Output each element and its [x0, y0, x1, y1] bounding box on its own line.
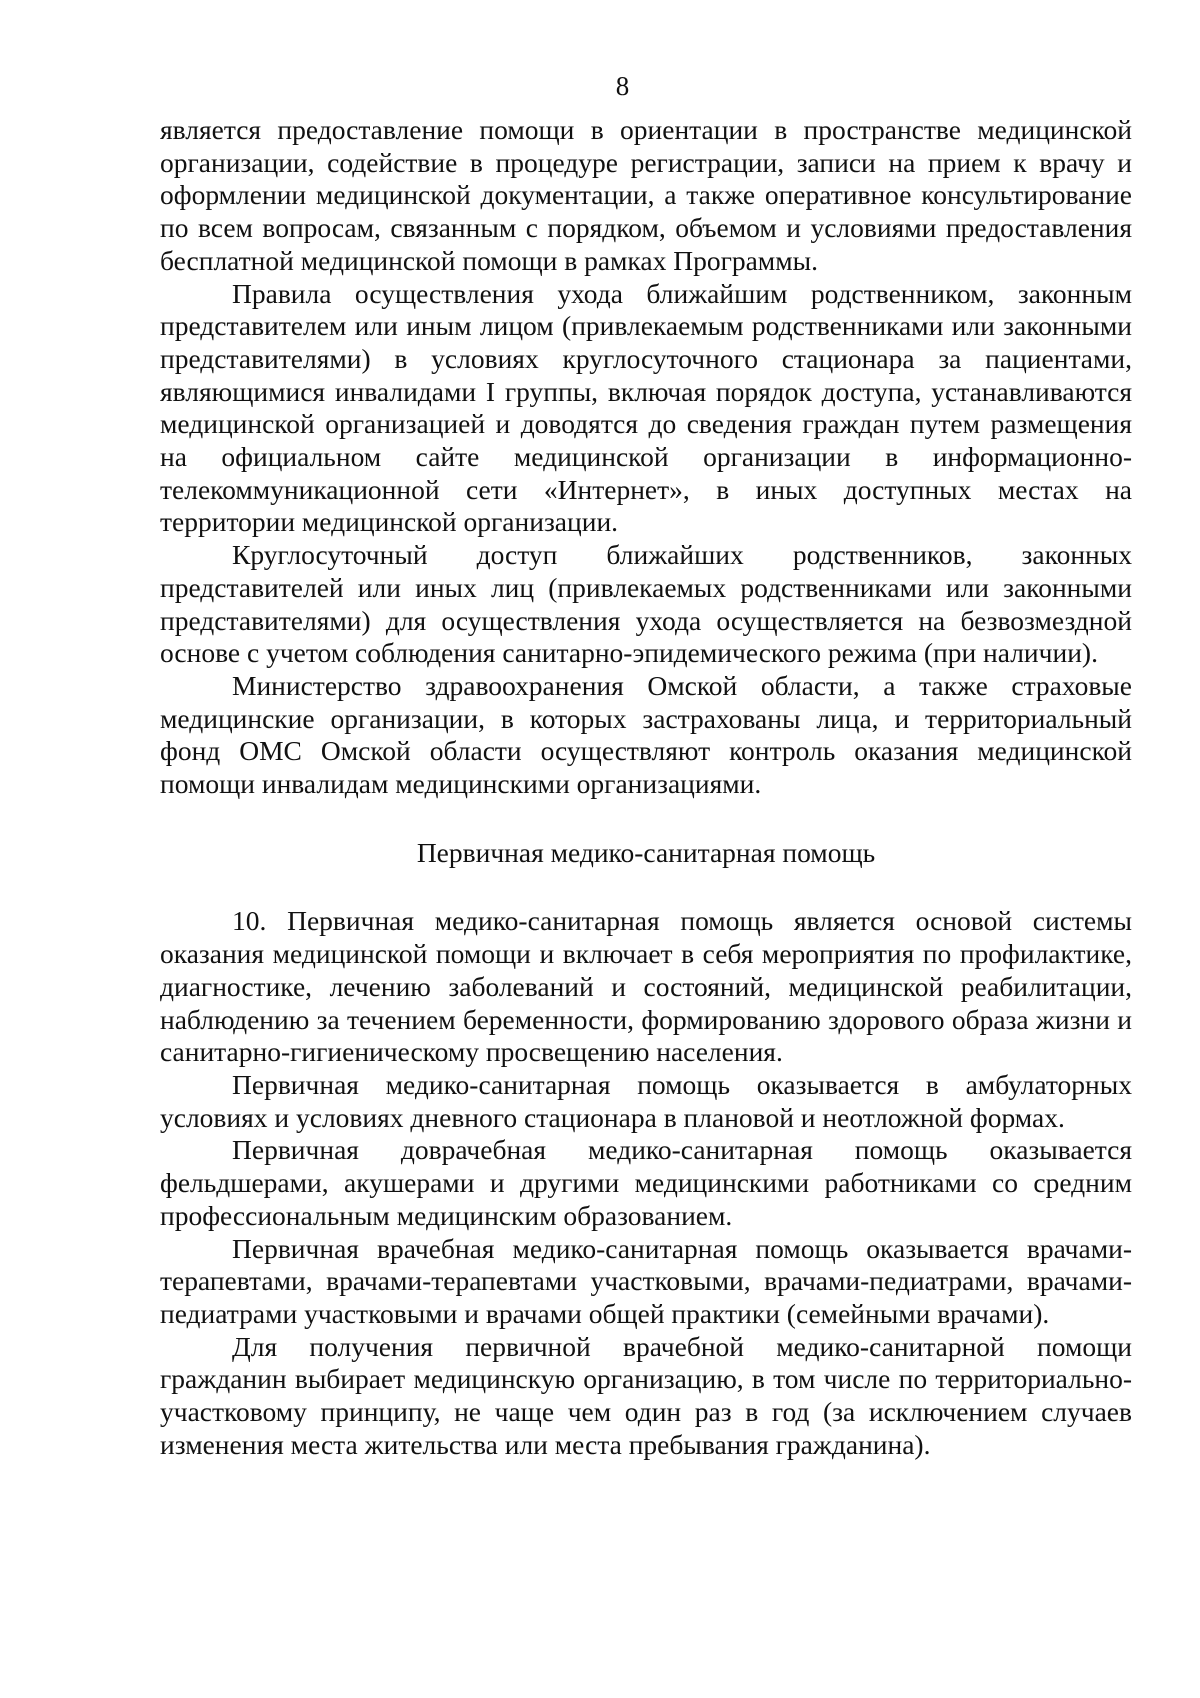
paragraph-forms: Первичная медико-санитарная помощь оказывается в амбулаторных условиях и условиях дневного стационара в плановой и неотложной формах. — [160, 1068, 1132, 1133]
paragraph-doctor: Первичная врачебная медико-санитарная помощь оказывается врачами-терапевтами, врачами-терапевтами участковыми, врачами-педиатрами, врачами-педиатрами участковыми и врачами общей практики (семейными врачами). — [160, 1232, 1132, 1329]
paragraph-choice: Для получения первичной врачебной медико-санитарной помощи гражданин выбирает медицинскую организацию, в том числе по территориально-участковому принципу, не чаще чем один раз в год (за исключением случаев изменения места жительства или места пребывания гражданина). — [160, 1330, 1132, 1460]
document-body — [160, 114, 1132, 1461]
page-number: 8 — [615, 71, 630, 101]
paragraph-care-rules: Правила осуществления ухода ближайшим родственником, законным представителем или иным лицом (привлекаемым родственниками или законными представителями) в условиях круглосуточного стационара за пациентами, являющимися инвалидами I группы, включая порядок доступа, устанавливаются медицинской организацией и доводятся до сведения граждан путем размещения на официальном сайте медицинской организации в информационно-телекоммуникационной сети «Интернет», в иных доступных местах на территории медицинской организации. — [160, 277, 1132, 538]
paragraph-item-10: 10. Первичная медико-санитарная помощь является основой системы оказания медицинской помощи и включает в себя мероприятия по профилактике, диагностике, лечению заболеваний и состояний, медицинской реабилитации, наблюдению за течением беременности, формированию здорового образа жизни и санитарно-гигиеническому просвещению населения. — [160, 905, 1132, 1068]
paragraph-continuation: является предоставление помощи в ориентации в пространстве медицинской организации, содействие в процедуре регистрации, записи на прием к врачу и оформлении медицинской документации, а также оперативное консультирование по всем вопросам, связанным с порядком, объемом и условиями предоставления бесплатной медицинской помощи в рамках Программы. — [160, 114, 1132, 276]
paragraph-round-the-clock-access: Круглосуточный доступ ближайших родственников, законных представителей или иных лиц (привлекаемых родственниками или законными представителями) для осуществления ухода осуществляется на безвозмездной основе с учетом соблюдения санитарно-эпидемического режима (при наличии). — [160, 539, 1132, 669]
paragraph-pre-doctor: Первичная доврачебная медико-санитарная помощь оказывается фельдшерами, акушерами и другими медицинскими работниками со средним профессиональным медицинским образованием. — [160, 1134, 1132, 1231]
section-heading: Первичная медико-санитарная помощь — [416, 836, 876, 868]
paragraph-ministry-control: Министерство здравоохранения Омской области, а также страховые медицинские организации, в которых застрахованы лица, и территориальный фонд ОМС Омской области осуществляют контроль оказания медицинской помощи инвалидам медицинскими организациями. — [160, 669, 1132, 800]
